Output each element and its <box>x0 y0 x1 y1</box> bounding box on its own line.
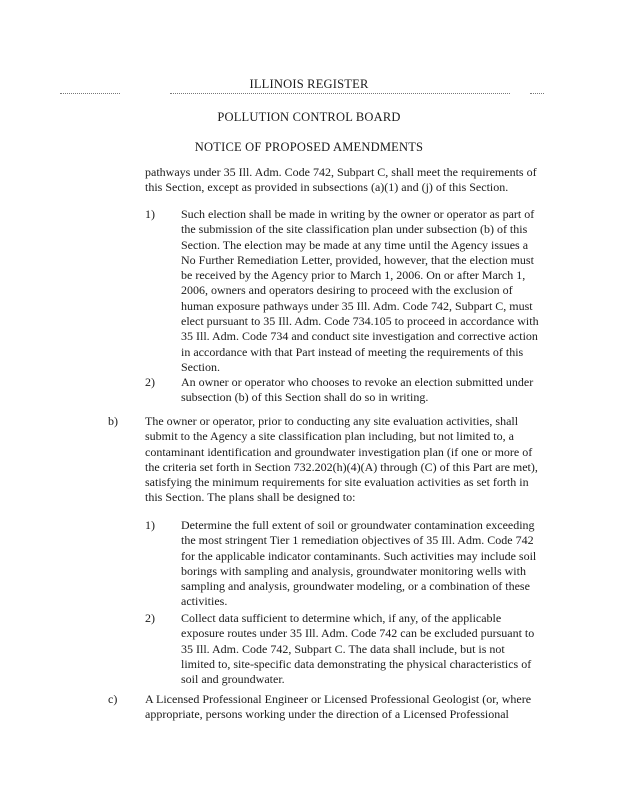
text-line: elect pursuant to 35 Ill. Adm. Code 734.105 to proceed in accordance with <box>181 314 539 329</box>
text-line: A Licensed Professional Engineer or Licensed Professional Geologist (or, where <box>145 692 532 706</box>
text-line: borings with sampling and analysis, groundwater monitoring wells with <box>181 563 526 578</box>
header-rule-left <box>60 93 120 94</box>
item-b2-label: 2) <box>145 611 155 625</box>
text-line: 35 Ill. Adm. Code 742, Subpart C. The data shall include, but is not <box>181 641 505 656</box>
text-line: Section. The election may be made at any time until the Agency issues a <box>181 237 529 252</box>
text-line: An owner or operator who chooses to revoke an election submitted under <box>181 375 534 389</box>
text-line: The owner or operator, prior to conducting any site evaluation activities, shall <box>145 414 519 428</box>
text-line: Collect data sufficient to determine which, if any, of the applicable <box>181 611 502 625</box>
text-line: human exposure pathways under 35 Ill. Adm. Code 742, Subpart C, must <box>181 298 533 313</box>
item-b1-label: 1) <box>145 518 155 532</box>
text-line: the criteria set forth in Section 732.202(h)(4)(A) through (C) of this Part are met), <box>145 459 538 474</box>
text-line: activities. <box>181 594 228 609</box>
text-line: soil and groundwater. <box>181 672 285 687</box>
section-b-label: b) <box>108 414 118 428</box>
text-line: submit to the Agency a site classification plan including, but not limited to, a <box>145 429 514 444</box>
section-c-text <box>145 692 531 723</box>
text-line: Such election shall be made in writing by the owner or operator as part of <box>181 207 535 221</box>
section-b-text <box>145 414 538 506</box>
item-b2-text <box>181 611 534 687</box>
text-line: No Further Remediation Letter, provided, however, that the election must <box>181 252 534 267</box>
intro-paragraph <box>145 165 537 196</box>
text-line: this Section. The plans shall be designed to: <box>145 490 356 505</box>
text-line: this Section, except as provided in subsections (a)(1) and (j) of this Section. <box>145 180 509 195</box>
section-c-label: c) <box>108 692 118 706</box>
item-a1-label: 1) <box>145 207 155 221</box>
board-title: POLLUTION CONTROL BOARD <box>217 110 401 124</box>
header-rule-center <box>170 93 510 94</box>
notice-title: NOTICE OF PROPOSED AMENDMENTS <box>194 140 424 154</box>
register-title: ILLINOIS REGISTER <box>249 77 369 91</box>
item-b1-text <box>181 518 536 610</box>
text-line: sampling and analysis, groundwater modeling, or a combination of these <box>181 579 530 594</box>
text-line: Determine the full extent of soil or groundwater contamination exceeding <box>181 518 535 532</box>
item-a1-text <box>181 207 539 375</box>
text-line: contaminant identification and groundwater investigation plan (if one or more of <box>145 444 533 459</box>
text-line: in accordance with that Part instead of meeting the requirements of this <box>181 344 524 359</box>
text-line: Section. <box>181 359 220 374</box>
item-a2-text <box>181 375 533 406</box>
text-line: for the applicable indicator contaminants. Such activities may include soil <box>181 548 537 563</box>
text-line: 35 Ill. Adm. Code 734 and conduct site investigation and corrective action <box>181 329 538 344</box>
text-line: be received by the Agency prior to March 1, 2006. On or after March 1, <box>181 268 526 283</box>
text-line: subsection (b) of this Section shall do so in writing. <box>181 390 429 405</box>
text-line: the most stringent Tier 1 remediation objectives of 35 Ill. Adm. Code 742 <box>181 533 534 548</box>
text-line: limited to, site-specific data demonstrating the physical characteristics of <box>181 656 532 671</box>
text-line: exposure routes under 35 Ill. Adm. Code 742 can be excluded pursuant to <box>181 626 535 641</box>
text-line: pathways under 35 Ill. Adm. Code 742, Subpart C, shall meet the requirements of <box>145 165 537 179</box>
header-rule-right <box>530 93 544 94</box>
text-line: the submission of the site classification plan under subsection (b) of this <box>181 222 528 237</box>
text-line: appropriate, persons working under the direction of a Licensed Professional <box>145 707 509 722</box>
text-line: satisfying the minimum requirements for site evaluation activities as set forth in <box>145 475 529 490</box>
text-line: 2006, owners and operators desiring to proceed with the exclusion of <box>181 283 513 298</box>
item-a2-label: 2) <box>145 375 155 389</box>
